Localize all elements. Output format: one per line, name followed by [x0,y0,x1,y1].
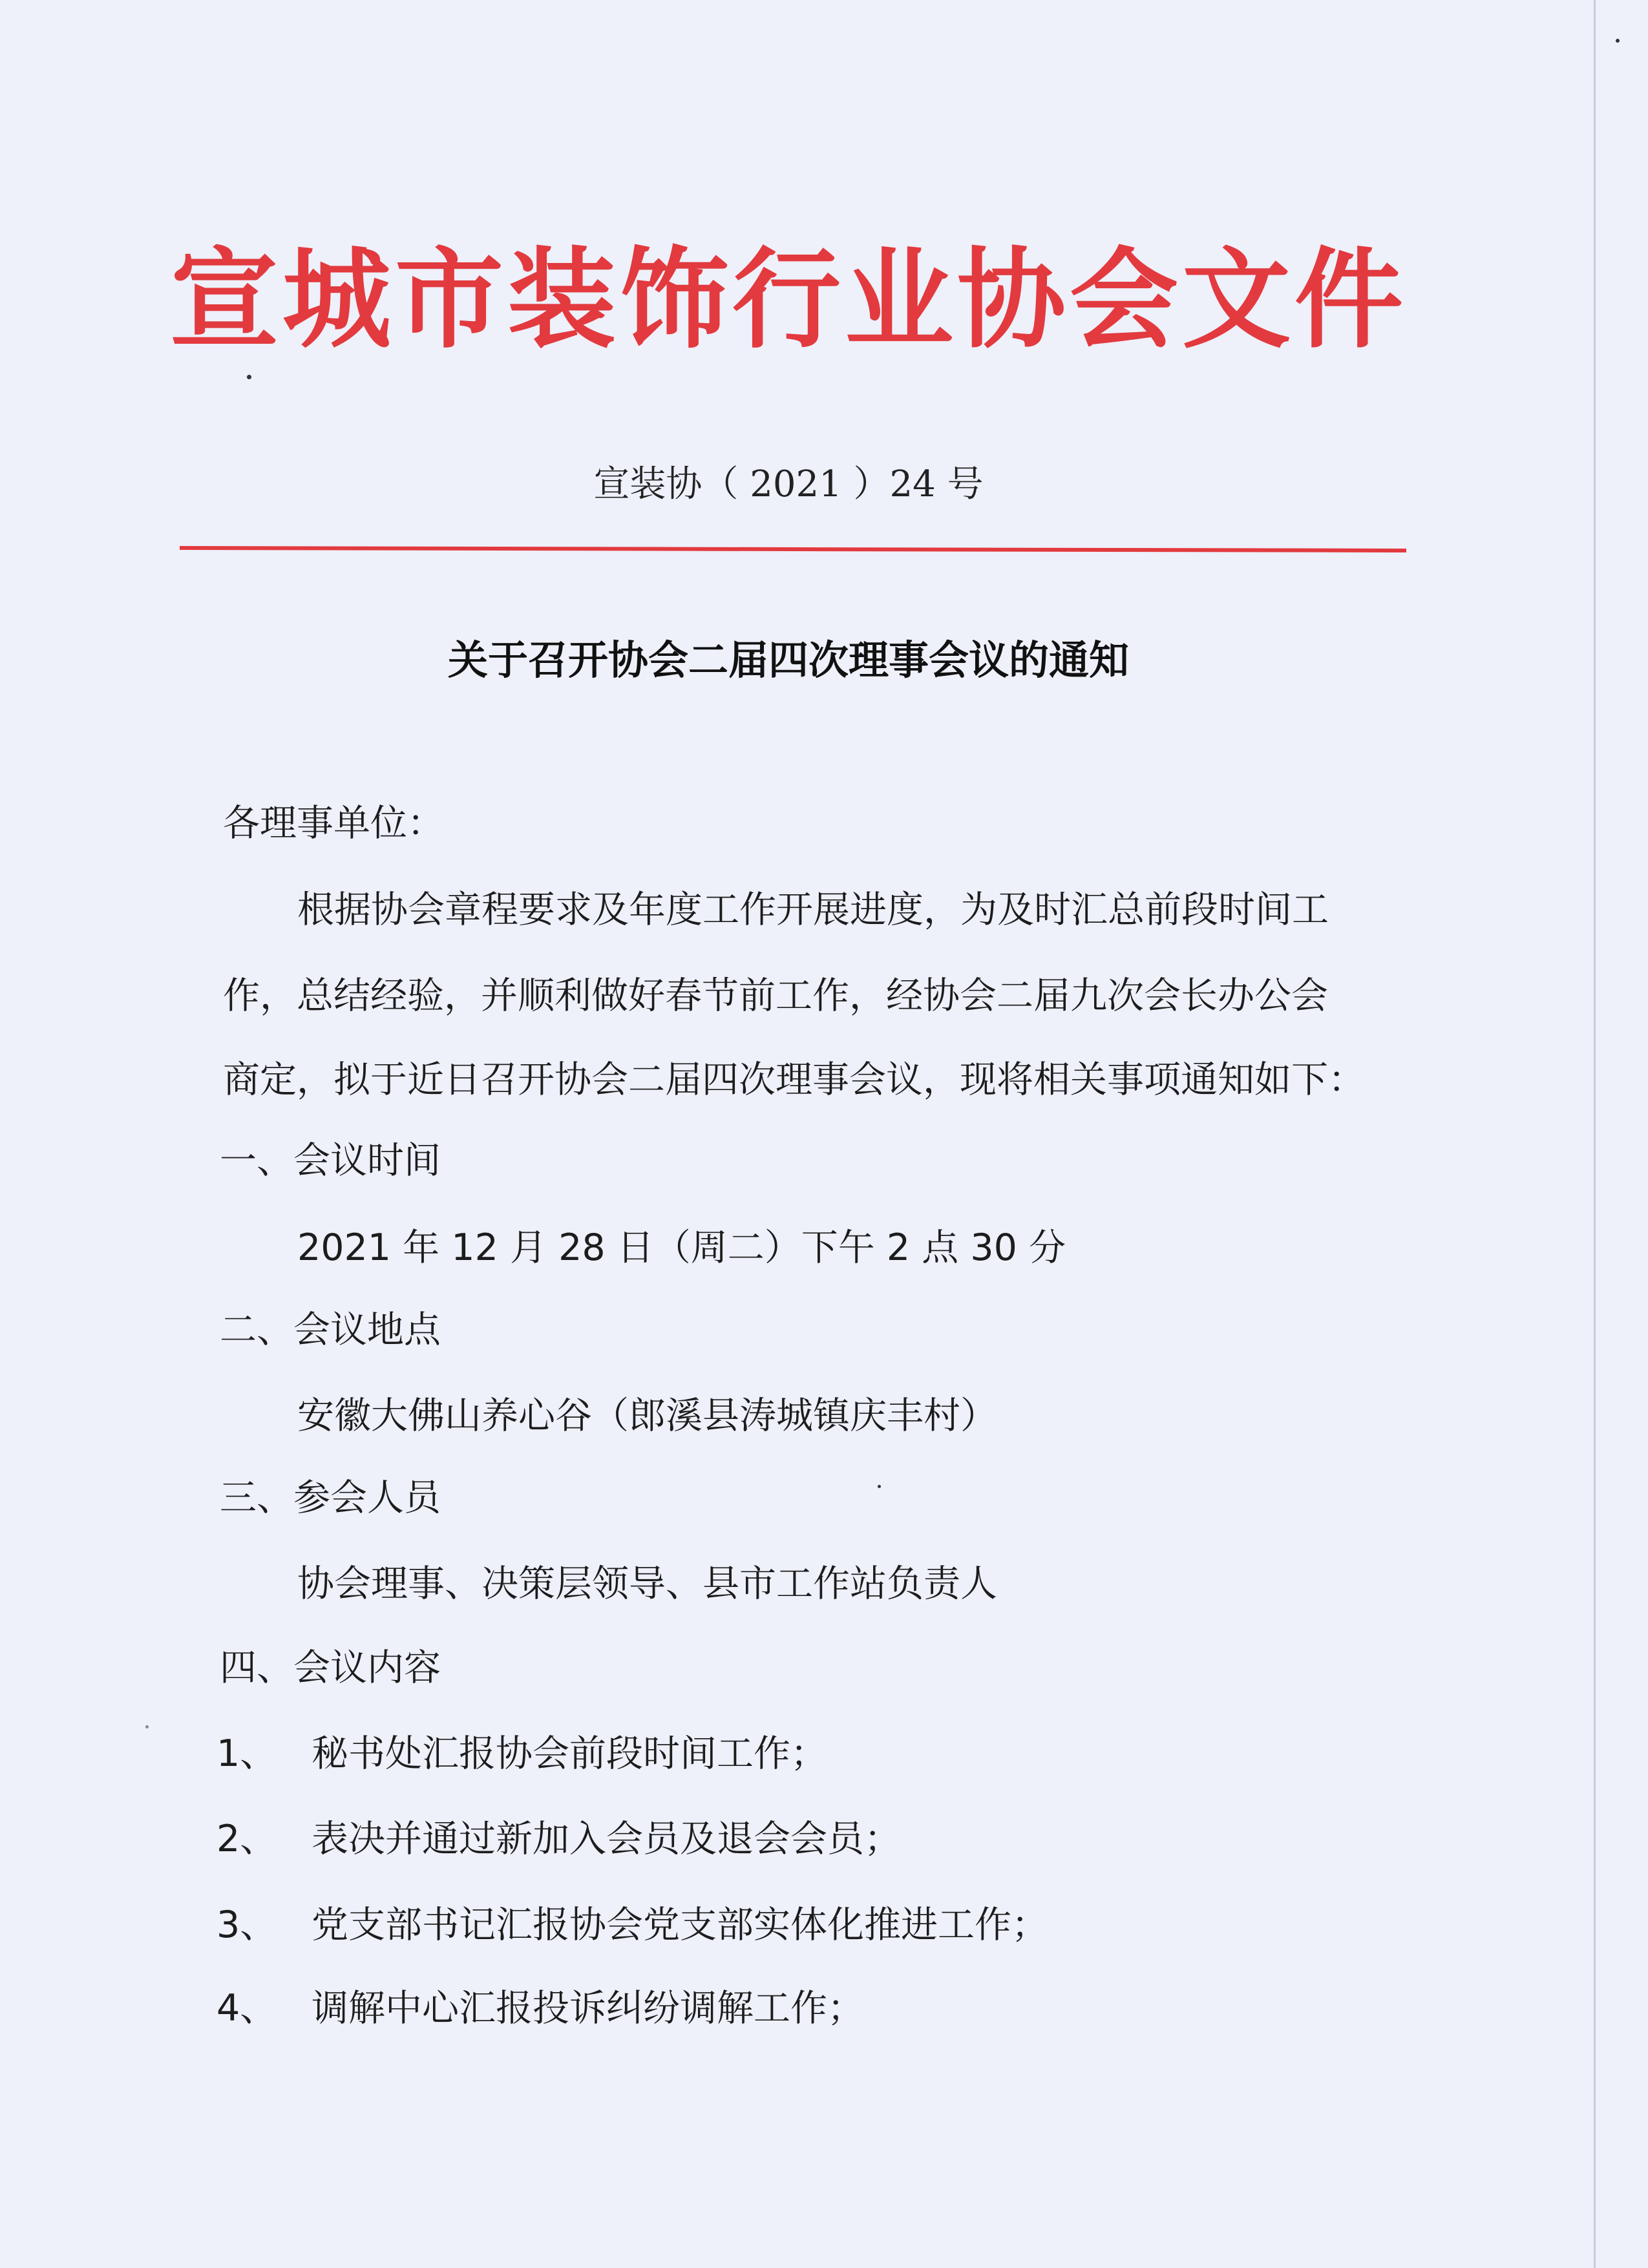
agenda-item: 表决并通过新加入会员及退会会员； [312,1818,901,1860]
agenda-number: 3、 [217,1904,277,1946]
scan-speck [878,1485,881,1488]
intro-line: 商定，拟于近日召开协会二届四次理事会议，现将相关事项通知如下： [223,1058,1365,1101]
intro-line: 根据协会章程要求及年度工作开展进度，为及时汇总前段时间工 [297,888,1329,931]
agenda-number: 1、 [217,1732,277,1775]
agenda-item: 秘书处汇报协会前段时间工作； [312,1732,827,1775]
meeting-time: 2021 年 12 月 28 日（周二）下午 2 点 30 分 [297,1226,1066,1269]
scan-speck [1616,39,1620,43]
scan-speck [247,375,251,379]
salutation: 各理事单位： [223,802,444,845]
page-edge [1594,0,1596,2268]
scan-speck [145,1725,149,1728]
section-heading: 二、会议地点 [220,1308,441,1351]
section-heading: 三、参会人员 [220,1476,441,1519]
attendees: 协会理事、决策层领导、县市工作站负责人 [297,1562,997,1605]
intro-line: 作，总结经验，并顺利做好春节前工作，经协会二届九次会长办公会 [223,974,1328,1017]
agenda-item: 调解中心汇报投诉纠纷调解工作； [312,1987,864,2030]
notice-title: 关于召开协会二届四次理事会议的通知 [447,636,1129,684]
agenda-item: 党支部书记汇报协会党支部实体化推进工作； [312,1904,1048,1946]
agenda-number: 4、 [217,1987,277,2030]
section-heading: 一、会议时间 [220,1139,441,1182]
agenda-number: 2、 [217,1818,277,1860]
meeting-location: 安徽大佛山养心谷（郎溪县涛城镇庆丰村） [297,1394,997,1437]
org-document-title: 宣城市装饰行业协会文件 [170,235,1407,363]
section-heading: 四、会议内容 [220,1646,441,1689]
document-number: 宣装协（ 2021 ）24 号 [593,463,984,505]
red-divider [180,546,1406,552]
